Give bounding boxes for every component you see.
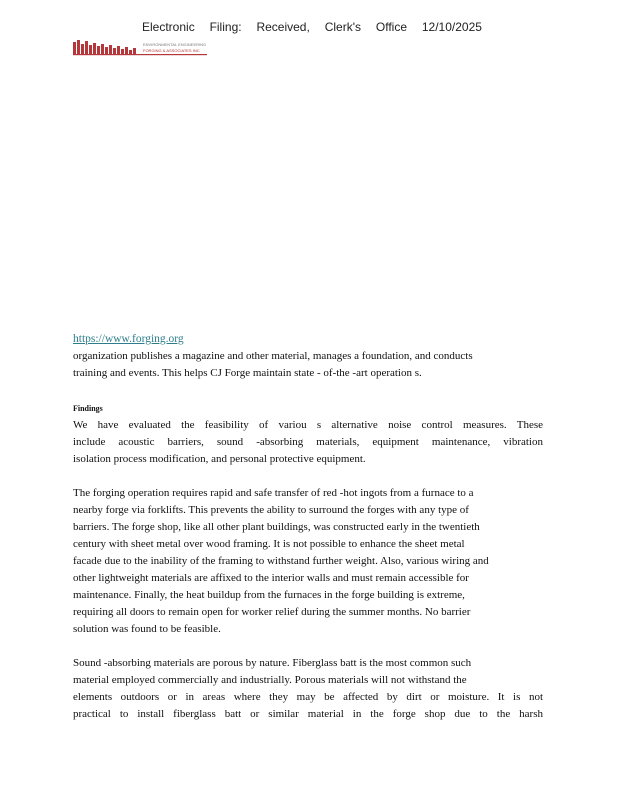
electronic-filing-stamp [142, 20, 482, 34]
logo-caption-bottom: FORGING & ASSOCIATES INC [143, 48, 200, 53]
paragraph-line: maintenance. Finally, the heat buildup from the furnaces in the forge building is extreme, [73, 589, 465, 601]
findings-heading: Findings [73, 404, 103, 413]
forging-website-link[interactable]: https://www.forging.org [73, 333, 184, 345]
stamp-word-clerks: Clerk's [324, 20, 361, 34]
logo-caption-top: ENVIRONMENTAL ENGINEERING [143, 42, 207, 47]
intro-line: organization publishes a magazine and other material, manages a foundation, and conducts [73, 350, 473, 362]
stamp-word-office: Office [375, 20, 407, 34]
paragraph-line: elements outdoors or in areas where they may be affected by dirt or moisture. It is not [73, 691, 543, 703]
paragraph-line: include acoustic barriers, sound -absorbing materials, equipment maintenance, vibration [73, 436, 543, 448]
paragraph-line: practical to install fiberglass batt or similar material in the forge shop due to the harsh [73, 708, 543, 720]
paragraph-line: facade due to the inability of the framing to withstand further weight. Also, various wiring and [73, 555, 489, 567]
company-logo [73, 38, 207, 58]
paragraph-line: Sound -absorbing materials are porous by nature. Fiberglass batt is the most common such [73, 657, 472, 669]
paragraph-line: isolation process modification, and personal protective equipment. [73, 453, 366, 465]
paragraph-line: nearby forge via forklifts. This prevents the ability to surround the forges with any type of [73, 504, 469, 516]
paragraph-line: The forging operation requires rapid and safe transfer of red -hot ingots from a furnace to a [73, 487, 474, 499]
paragraph-line: solution was found to be feasible. [73, 623, 221, 635]
paragraph-line: We have evaluated the feasibility of variou s alternative noise control measures. These [73, 419, 543, 431]
findings-paragraph-3 [73, 655, 543, 723]
paragraph-line: century with sheet metal over wood framing. It is not possible to enhance the sheet metal [73, 538, 465, 550]
paragraph-line: material employed commercially and industrially. Porous materials will not withstand the [73, 674, 467, 686]
paragraph-line: other lightweight materials are affixed to the interior walls and must remain accessible for [73, 572, 469, 584]
stamp-word-electronic: Electronic [142, 20, 195, 34]
findings-paragraph-1 [73, 417, 543, 468]
paragraph-line: barriers. The forge shop, like all other plant buildings, was constructed early in the twentieth [73, 521, 480, 533]
stamp-word-filing: Filing: [209, 20, 242, 34]
stamp-word-received: Received, [256, 20, 310, 34]
intro-paragraph [73, 348, 543, 382]
stamp-date: 12/10/2025 [421, 20, 482, 34]
findings-paragraph-2 [73, 485, 543, 638]
paragraph-line: requiring all doors to remain open for worker relief during the summer months. No barrier [73, 606, 471, 618]
intro-line: training and events. This helps CJ Forge maintain state - of-the -art operation s. [73, 367, 422, 379]
